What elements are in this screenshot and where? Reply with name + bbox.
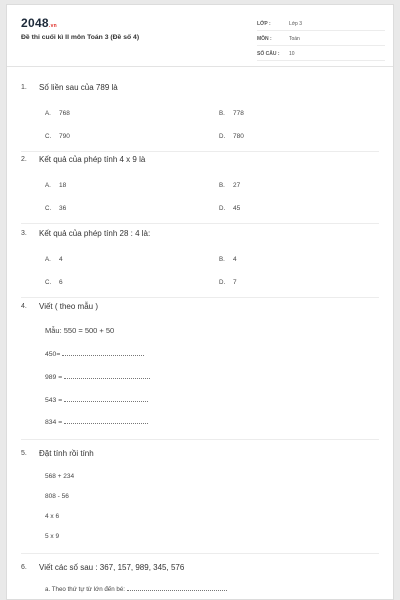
option-value: 27 <box>233 182 241 189</box>
option-c[interactable] <box>45 133 70 140</box>
exam-sheet <box>6 4 394 600</box>
question-1 <box>21 83 381 143</box>
exam-meta <box>257 20 385 65</box>
option-b[interactable] <box>219 182 240 189</box>
option-value: 18 <box>59 182 67 189</box>
answer-prompt: a. Theo thứ tự từ lớn đến bé: <box>45 586 127 593</box>
question-number: 1. <box>21 84 27 91</box>
meta-key: LỚP : <box>257 21 271 27</box>
question-4 <box>21 302 381 432</box>
option-letter: C. <box>45 205 52 212</box>
example-line: Mẫu: 550 = 500 + 50 <box>45 326 115 335</box>
question-header <box>21 155 381 167</box>
option-letter: C. <box>45 279 52 286</box>
meta-value: Toán <box>289 36 300 42</box>
answer-line[interactable] <box>45 350 144 358</box>
question-header <box>21 302 381 314</box>
option-c[interactable] <box>45 279 63 286</box>
option-a[interactable] <box>45 182 66 189</box>
option-value: 7 <box>233 279 237 286</box>
option-letter: A. <box>45 110 51 117</box>
meta-row-subject <box>257 35 385 46</box>
answer-blank[interactable] <box>64 418 148 424</box>
option-b[interactable] <box>219 256 237 263</box>
answer-blank[interactable] <box>64 373 150 379</box>
divider <box>21 439 379 440</box>
option-letter: B. <box>219 256 225 263</box>
meta-value: 10 <box>289 51 295 57</box>
option-letter: B. <box>219 110 225 117</box>
answer-prompt: 543 = <box>45 397 65 404</box>
question-text: Kết quả của phép tính 4 x 9 là <box>39 155 146 164</box>
divider <box>21 297 379 298</box>
question-number: 6. <box>21 564 27 571</box>
question-header <box>21 449 381 461</box>
site-logo[interactable] <box>21 16 57 30</box>
answer-prompt: 834 = <box>45 419 65 426</box>
meta-row-class <box>257 20 385 31</box>
question-text: Đặt tính rồi tính <box>39 449 94 458</box>
option-d[interactable] <box>219 133 244 140</box>
question-header <box>21 83 381 95</box>
exam-header <box>7 5 393 67</box>
divider <box>21 553 379 554</box>
option-value: 778 <box>233 110 244 117</box>
answer-line[interactable] <box>45 396 148 404</box>
answer-prompt: 450= <box>45 351 63 358</box>
option-value: 45 <box>233 205 241 212</box>
answer-blank[interactable] <box>64 396 148 402</box>
answer-line[interactable] <box>45 373 150 381</box>
meta-value: Lớp 3 <box>289 21 303 27</box>
option-value: 36 <box>59 205 67 212</box>
option-d[interactable] <box>219 205 240 212</box>
question-header <box>21 563 381 575</box>
question-6 <box>21 563 381 599</box>
option-a[interactable] <box>45 256 63 263</box>
option-value: 4 <box>59 256 63 263</box>
option-value: 768 <box>59 110 70 117</box>
option-value: 6 <box>59 279 63 286</box>
question-text: Kết quả của phép tính 28 : 4 là: <box>39 229 151 238</box>
option-c[interactable] <box>45 205 66 212</box>
question-2 <box>21 155 381 215</box>
question-text: Số liền sau của 789 là <box>39 83 118 92</box>
option-b[interactable] <box>219 110 244 117</box>
option-letter: B. <box>219 182 225 189</box>
question-3 <box>21 229 381 289</box>
logo-text: 2048 <box>21 16 49 30</box>
exam-title: Đề thi cuối kì II môn Toán 3 (Đề số 4) <box>21 34 140 41</box>
question-text: Viết các số sau : 367, 157, 989, 345, 576 <box>39 563 185 572</box>
option-letter: C. <box>45 133 52 140</box>
question-5 <box>21 449 381 544</box>
expression: 4 x 6 <box>45 513 60 520</box>
expression: 568 + 234 <box>45 473 75 480</box>
expression: 808 - 56 <box>45 493 69 500</box>
option-letter: A. <box>45 182 51 189</box>
divider <box>21 223 379 224</box>
question-number: 3. <box>21 230 27 237</box>
divider <box>21 151 379 152</box>
question-text: Viết ( theo mẫu ) <box>39 302 98 311</box>
meta-key: MÔN : <box>257 36 272 42</box>
answer-line[interactable] <box>45 585 227 593</box>
option-d[interactable] <box>219 279 237 286</box>
question-header <box>21 229 381 241</box>
option-letter: D. <box>219 279 226 286</box>
answer-blank[interactable] <box>62 350 144 356</box>
option-letter: A. <box>45 256 51 263</box>
question-number: 2. <box>21 156 27 163</box>
option-value: 790 <box>59 133 70 140</box>
question-number: 5. <box>21 450 27 457</box>
expression: 5 x 9 <box>45 533 60 540</box>
logo-suffix: .vn <box>48 23 58 29</box>
option-value: 780 <box>233 133 244 140</box>
option-letter: D. <box>219 205 226 212</box>
meta-key: SỐ CÂU : <box>257 51 280 57</box>
option-letter: D. <box>219 133 226 140</box>
answer-line[interactable] <box>45 418 148 426</box>
option-value: 4 <box>233 256 237 263</box>
option-a[interactable] <box>45 110 70 117</box>
question-number: 4. <box>21 303 27 310</box>
meta-row-question-count <box>257 50 385 61</box>
answer-blank[interactable] <box>127 585 227 591</box>
answer-prompt: 989 = <box>45 374 65 381</box>
